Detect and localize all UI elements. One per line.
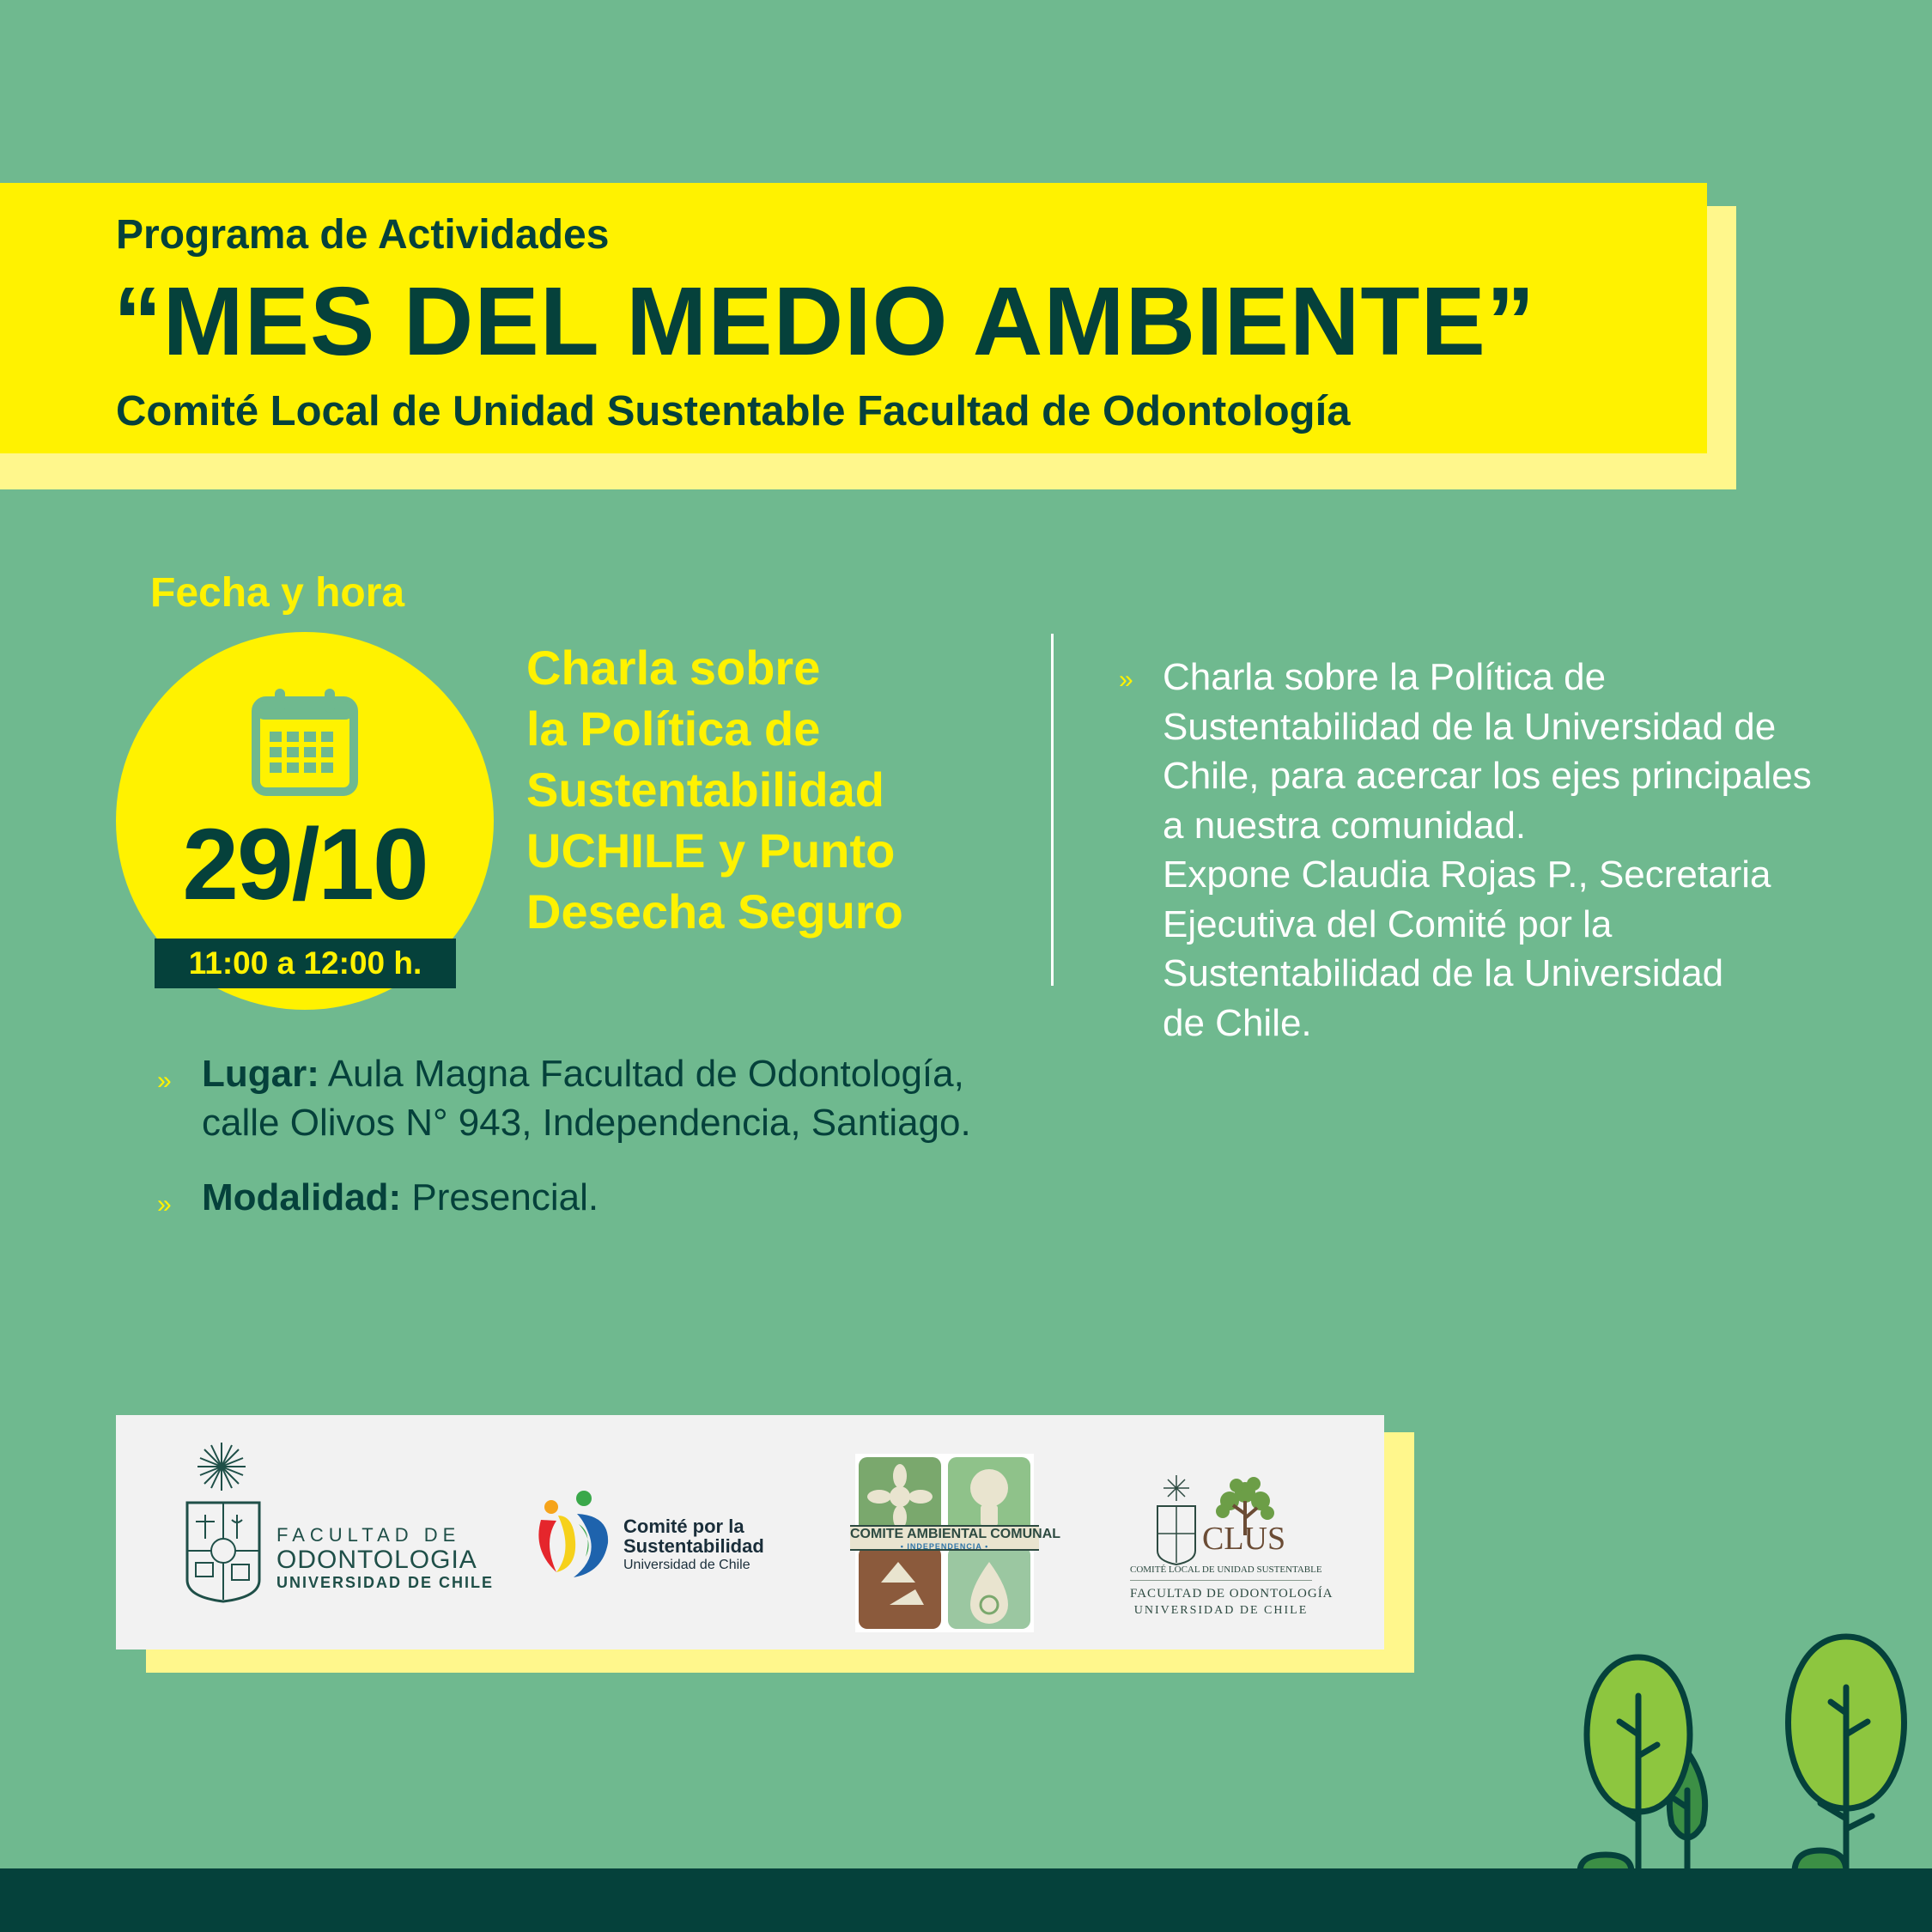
- description-line: Ejecutiva del Comité por la: [1163, 902, 1613, 945]
- event-title-line: la Política de: [526, 702, 821, 756]
- cac-logo-line: • INDEPENDENCIA •: [900, 1542, 989, 1551]
- bullet-icon: »: [157, 1066, 172, 1095]
- vertical-divider: [1051, 634, 1054, 986]
- place-value: Aula Magna Facultad de Odontología,: [319, 1053, 964, 1095]
- description-line: Expone Claudia Rojas P., Secretaria: [1163, 854, 1771, 896]
- footer-bar: [0, 1868, 1932, 1932]
- facultad-logo-line: FACULTAD DE: [276, 1524, 461, 1546]
- cs-logo-line: Universidad de Chile: [623, 1558, 750, 1572]
- description-line: Sustentabilidad de la Universidad: [1163, 952, 1724, 994]
- facultad-logo-line: UNIVERSIDAD DE CHILE: [276, 1574, 495, 1591]
- program-label: Programa de Actividades: [116, 212, 610, 258]
- place-label: Lugar:: [202, 1053, 319, 1095]
- calendar-icon: [251, 687, 359, 797]
- page-title: “MES DEL MEDIO AMBIENTE”: [113, 267, 1536, 375]
- event-title-line: Sustentabilidad: [526, 762, 884, 817]
- page-subtitle: Comité Local de Unidad Sustentable Facultad de Odontología: [116, 388, 1351, 434]
- cs-logo-line: Comité por la: [623, 1516, 744, 1537]
- clus-logo-rule: [1130, 1580, 1312, 1581]
- description-line: de Chile.: [1163, 1001, 1312, 1044]
- event-title-line: Charla sobre: [526, 641, 821, 695]
- clus-logo-line: FACULTAD DE ODONTOLOGÍA: [1130, 1587, 1334, 1601]
- clus-logo-word: CLUS: [1202, 1521, 1286, 1557]
- bullet-icon: »: [1119, 665, 1133, 694]
- description-line: a nuestra comunidad.: [1163, 804, 1527, 847]
- mode-label: Modalidad:: [202, 1176, 402, 1218]
- event-title-line: UCHILE y Punto: [526, 823, 896, 878]
- date-label: Fecha y hora: [150, 570, 405, 616]
- cac-logo-line: COMITE AMBIENTAL COMUNAL: [850, 1527, 1061, 1541]
- event-date: 29/10: [182, 808, 428, 921]
- event-description: [1163, 653, 1850, 1048]
- event-title-line: Desecha Seguro: [526, 884, 903, 939]
- comite-sustentabilidad-logo: [532, 1490, 614, 1580]
- description-line: Sustentabilidad de la Universidad de: [1163, 705, 1777, 748]
- description-line: Chile, para acercar los ejes principales: [1163, 755, 1812, 797]
- event-time-badge: 11:00 a 12:00 h.: [155, 939, 456, 988]
- event-title: [526, 637, 1059, 942]
- bullet-icon: »: [157, 1190, 172, 1218]
- clus-logo-line: UNIVERSIDAD DE CHILE: [1133, 1604, 1309, 1617]
- facultad-logo-line: ODONTOLOGIA: [276, 1546, 477, 1574]
- mode-value: Presencial.: [401, 1176, 599, 1218]
- description-line: Charla sobre la Política de: [1163, 656, 1607, 698]
- clus-logo-line: COMITÉ LOCAL DE UNIDAD SUSTENTABLE: [1130, 1564, 1322, 1575]
- place-address: calle Olivos N° 943, Independencia, Santiago.: [202, 1102, 971, 1144]
- cs-logo-line: Sustentabilidad: [623, 1535, 764, 1557]
- tree-icon: [1563, 1623, 1932, 1880]
